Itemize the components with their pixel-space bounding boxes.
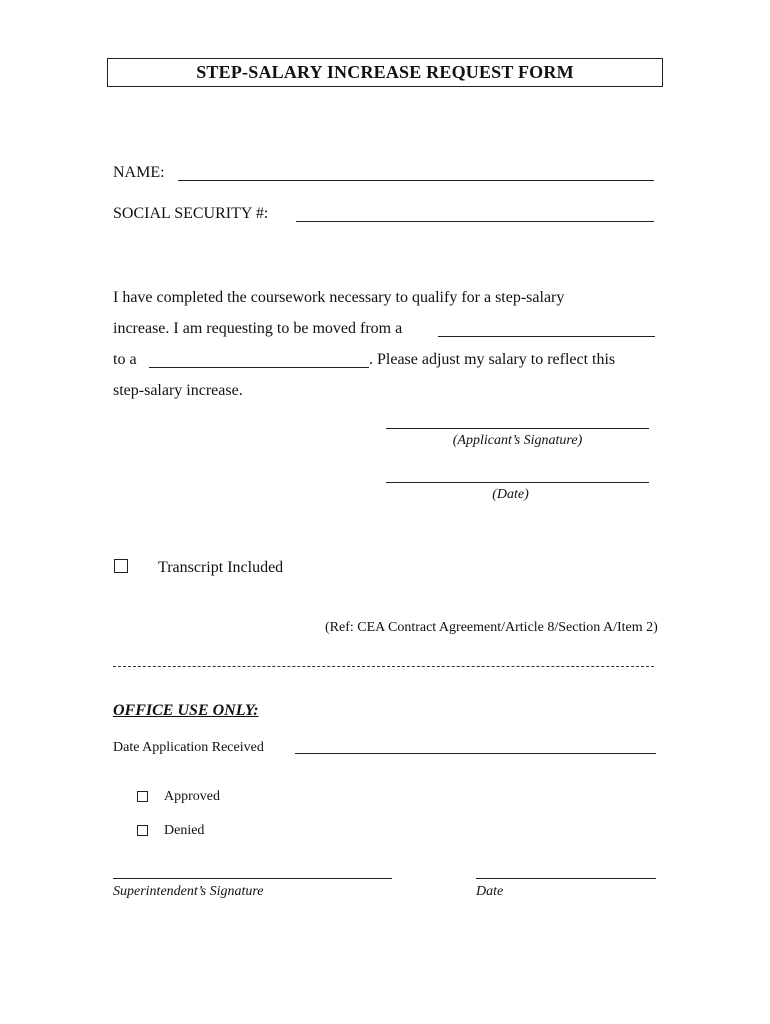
name-label: NAME: — [113, 164, 165, 181]
office-use-heading: OFFICE USE ONLY: — [113, 702, 259, 719]
reference-note: (Ref: CEA Contract Agreement/Article 8/Section A/Item 2) — [325, 620, 658, 635]
denied-label: Denied — [164, 823, 205, 838]
paragraph-line-1: I have completed the coursework necessary to qualify for a step-salary — [113, 289, 565, 306]
paragraph-line-3-suffix: . Please adjust my salary to reflect this — [369, 351, 616, 368]
applicant-signature-label: (Applicant’s Signature) — [452, 433, 583, 448]
denied-checkbox[interactable] — [137, 825, 148, 836]
name-field-line[interactable] — [178, 180, 654, 181]
paragraph-line-4: step-salary increase. — [113, 382, 243, 399]
applicant-date-label: (Date) — [492, 487, 529, 502]
transcript-label: Transcript Included — [158, 559, 284, 576]
ssn-field-line[interactable] — [296, 221, 654, 222]
office-date-line[interactable] — [476, 878, 656, 879]
date-received-field-line[interactable] — [295, 753, 656, 754]
office-date-label: Date — [476, 884, 504, 899]
form-title: STEP-SALARY INCREASE REQUEST FORM — [107, 58, 663, 87]
approved-checkbox[interactable] — [137, 791, 148, 802]
applicant-signature-line[interactable] — [386, 428, 649, 429]
approved-label: Approved — [164, 789, 220, 804]
superintendent-signature-label: Superintendent’s Signature — [113, 884, 264, 899]
date-received-label: Date Application Received — [113, 740, 264, 755]
transcript-checkbox[interactable] — [114, 559, 128, 573]
section-divider — [113, 666, 654, 667]
to-step-field-line[interactable] — [149, 367, 369, 368]
paragraph-line-3-prefix: to a — [113, 351, 137, 368]
superintendent-signature-line[interactable] — [113, 878, 392, 879]
paragraph-line-2: increase. I am requesting to be moved from a — [113, 320, 403, 337]
applicant-date-line[interactable] — [386, 482, 649, 483]
ssn-label: SOCIAL SECURITY #: — [113, 205, 269, 222]
from-step-field-line[interactable] — [438, 336, 655, 337]
